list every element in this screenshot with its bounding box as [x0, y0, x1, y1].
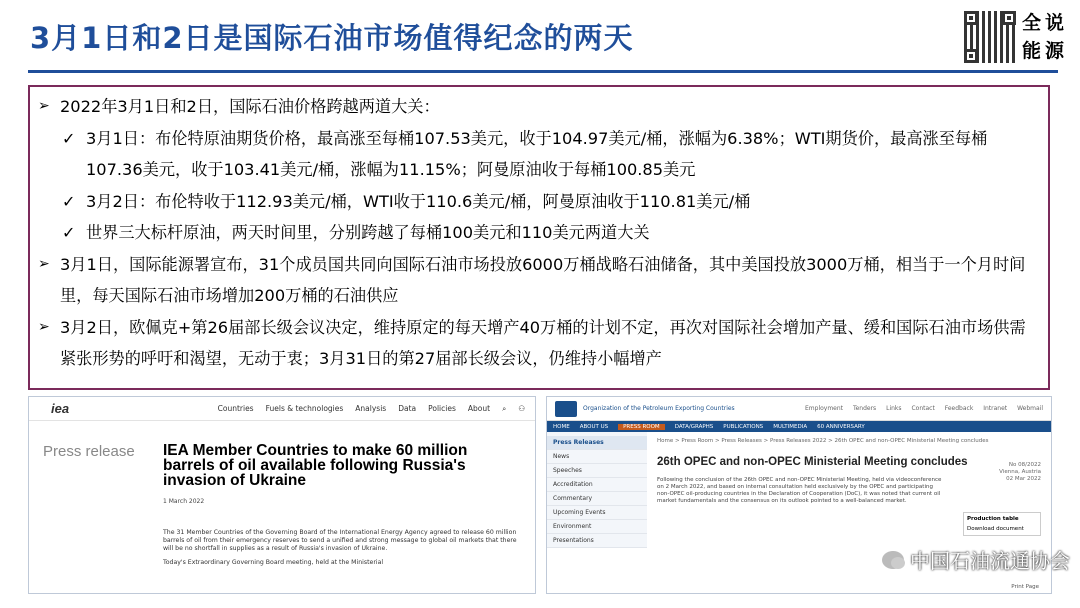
iea-navbar: [29, 397, 535, 421]
sub-bullet-item: ✓ 3月2日：布伦特收于112.93美元/桶，WTI收于110.6美元/桶，阿曼原油收于110.81美元/桶: [38, 186, 1040, 218]
nav-fuels: Fuels & technologies: [265, 404, 344, 413]
bullet-item: ➢ 3月2日，欧佩克+第26届部长级会议决定，维持原定的每天增产40万桶的计划不定，再次对国际社会增加产量、缓和国际石油市场供需紧张形势的呼吁和渴望，无动于衷；3月31日的第27届部长级会议，仍维持小幅增产: [38, 312, 1040, 375]
opec-header: Organization of the Petroleum Exporting Countries Employment Tenders Links Contact Feedback Intranet Webmail: [547, 397, 1051, 421]
production-table-box: Production table Download document: [963, 512, 1041, 536]
nav-countries: Countries: [217, 404, 254, 413]
download-link: Download document: [967, 526, 1024, 532]
nav-policies: Policies: [428, 404, 456, 413]
opec-headline: 26th OPEC and non-OPEC Ministerial Meeting concludes: [657, 456, 968, 468]
sub-bullet-item: ✓ 3月1日：布伦特原油期货价格，最高涨至每桶107.53美元，收于104.97美元/桶，涨幅为6.38%；WTI期货价，最高涨至每桶107.36美元，收于103.41美元/桶，涨幅为11.15%；阿曼原油收于每桶100.85美元: [38, 123, 1040, 186]
check-icon: ✓: [62, 128, 76, 148]
nav-data: Data: [398, 404, 417, 413]
arrow-bullet-icon: ➢: [38, 255, 50, 272]
opec-sidebar: Press Releases News Speeches Accreditation Commentary Upcoming Events Environment Presentations: [547, 432, 647, 548]
breadcrumb: Home > Press Room > Press Releases > Press Releases 2022 > 26th OPEC and non-OPEC Ministerial Meeting concludes: [657, 438, 989, 444]
user-icon: ⚇: [518, 404, 525, 413]
opec-logo-icon: [555, 401, 577, 417]
qr-code-icon: [964, 11, 1016, 63]
opec-navbar: HOME ABOUT US PRESS ROOM DATA/GRAPHS PUBLICATIONS MULTIMEDIA 60 ANNIVERSARY: [547, 421, 1051, 432]
brand-text: 全 说 能 源: [1021, 12, 1064, 62]
nav-about: About: [467, 404, 491, 413]
iea-paragraph: The 31 Member Countries of the Governing Board of the International Energy Agency agreed to release 60 million barrels of oil from their emergency reserves to send a unified and strong message to global oil markets that there will be no shortfall in supplies as a result of Russia's invasion of Ukraine.: [163, 529, 517, 552]
iea-press-release-screenshot: [28, 396, 536, 594]
bullet-list: [28, 85, 1050, 390]
iea-date: 1 March 2022: [163, 498, 205, 505]
brand-logo: [964, 10, 1064, 64]
check-icon: ✓: [62, 223, 76, 242]
press-release-label: Press release: [43, 443, 135, 460]
watermark: 中国石油流通协会: [882, 545, 1070, 574]
search-icon: ⌕: [502, 403, 507, 413]
check-icon: ✓: [62, 191, 76, 211]
iea-logo: iea: [51, 401, 70, 416]
nav-analysis: Analysis: [355, 404, 387, 413]
arrow-bullet-icon: ➢: [38, 318, 50, 335]
bullet-item: ➢ 3月1日，国际能源署宣布，31个成员国共同向国际石油市场投放6000万桶战略石油储备，其中美国投放3000万桶，相当于一个月时间里，每天国际石油市场增加200万桶的石油供应: [38, 249, 1040, 312]
opec-org-name: Organization of the Petroleum Exporting Countries: [583, 405, 735, 412]
iea-paragraph-2: Today's Extraordinary Governing Board meeting, held at the Ministerial: [163, 559, 384, 566]
print-page-link: Print Page: [1011, 584, 1039, 590]
title-divider: [28, 70, 1058, 73]
wechat-icon: [882, 551, 904, 569]
sub-bullet-item: ✓ 世界三大标杆原油，两天时间里，分别跨越了每桶100美元和110美元两道大关: [38, 217, 1040, 249]
opec-paragraph: Following the conclusion of the 26th OPEC and non-OPEC Ministerial Meeting, held via videoconference on 2 March 2022, and based on internal consultation held exclusively by the OPEC and participating non-OPEC oil-producing countries in the Declaration of Cooperation (DoC), it was noted that current oil market fundamentals and the consensus on its outlook pointed to a well-balanced market.: [657, 477, 942, 504]
opec-meta: No 08/2022 Vienna, Austria 02 Mar 2022: [999, 462, 1041, 482]
page-title: 3月1日和2日是国际石油市场值得纪念的两天: [30, 21, 634, 55]
arrow-bullet-icon: ➢: [38, 98, 50, 114]
bullet-item: ➢ 2022年3月1日和2日，国际石油价格跨越两道大关：: [38, 91, 1040, 123]
iea-headline: IEA Member Countries to make 60 million barrels of oil available following Russia's invasion of Ukraine: [163, 442, 468, 489]
